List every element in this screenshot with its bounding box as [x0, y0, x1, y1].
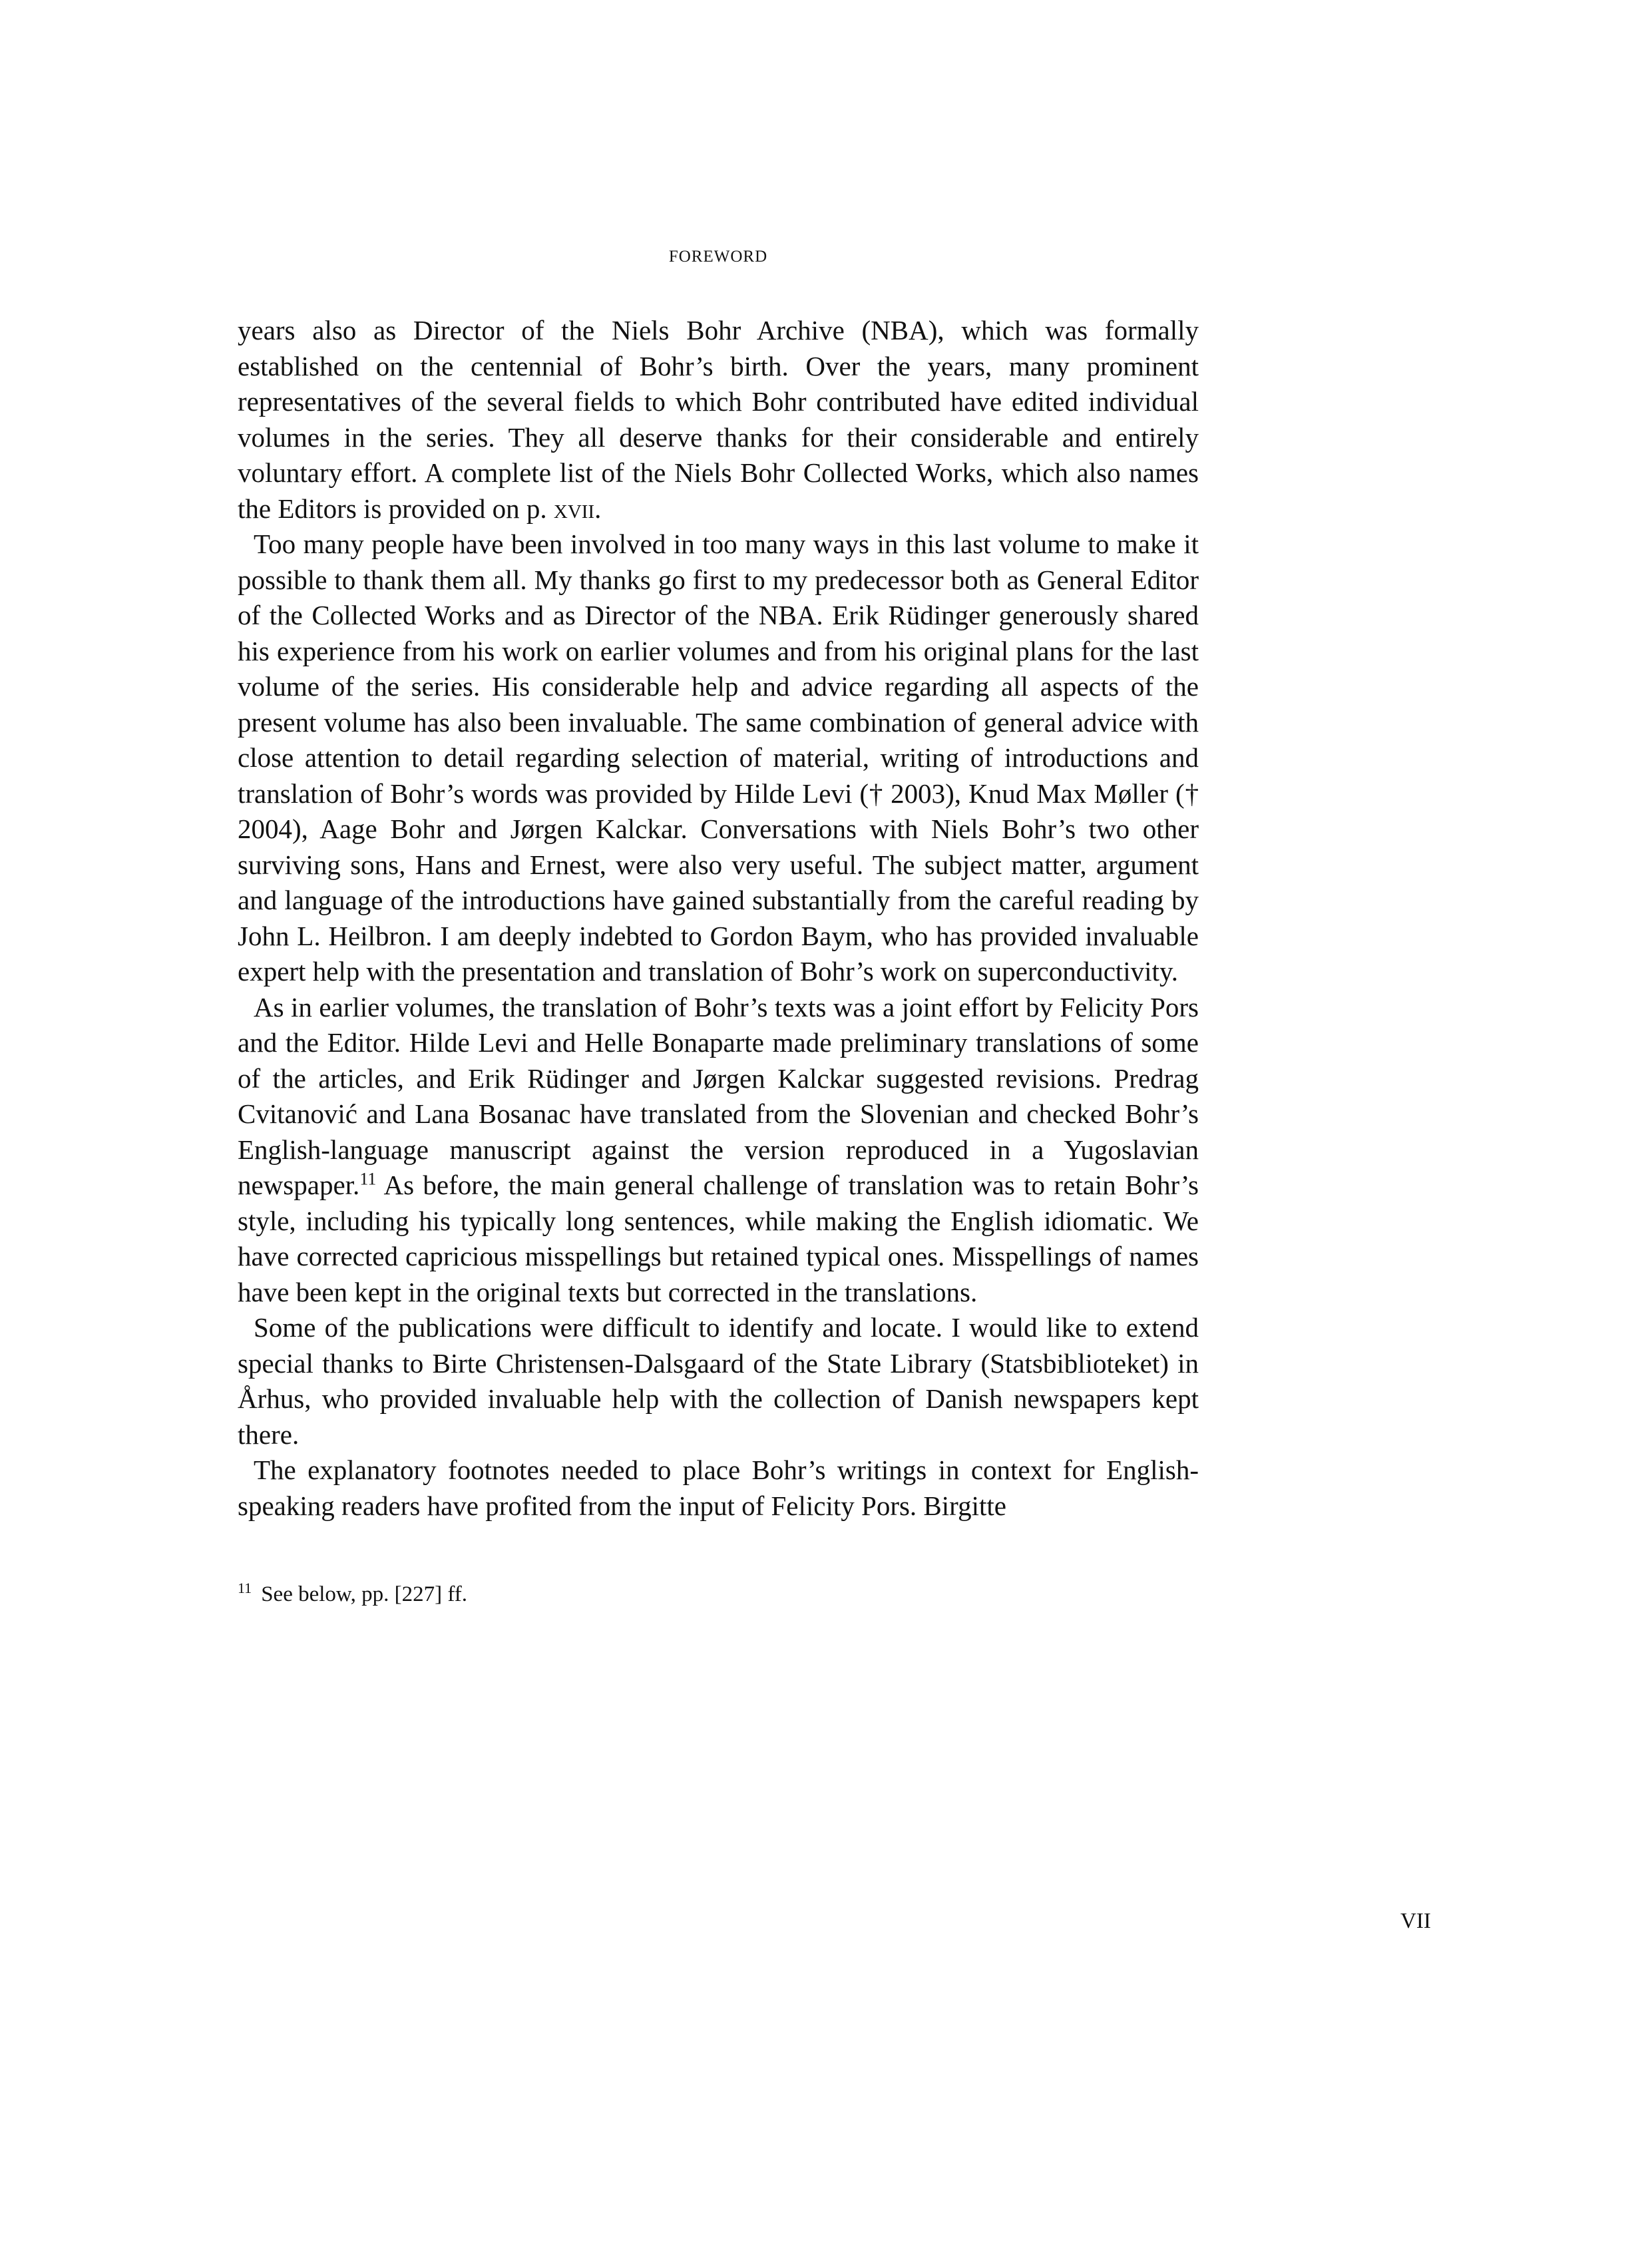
paragraph: [238, 990, 1199, 1311]
paragraph-text: As before, the main general challenge of translation was to retain Bohr’s style, including his typically long sentences, while making the English idiomatic. We have corrected capricious misspellings but retained typical ones. Misspellings of names have been kept in the original texts but corrected in the translations.: [238, 1170, 1199, 1307]
paragraph: Some of the publications were difficult to identify and locate. I would like to extend special thanks to Birte Christensen-Dalsgaard of the State Library (Statsbiblioteket) in Århus, who provided invaluable help with the collection of Danish newspapers kept there.: [238, 1312, 1199, 1450]
paragraph: The explanatory footnotes needed to place Bohr’s writings in context for English-speaking readers have profited from the input of Felicity Pors. Birgitte: [238, 1455, 1199, 1521]
page-number: VII: [1400, 1909, 1431, 1933]
footnote: [238, 1580, 1199, 1608]
footnote-reference: 11: [359, 1169, 377, 1189]
paragraph-text: As in earlier volumes, the translation of Bohr’s texts was a joint effort by Felicity Pors and the Editor. Hilde Levi and Helle Bonaparte made preliminary translations of some of the articles, and Erik Rüdinger and Jørgen Kalckar suggested revisions. Predrag Cvitanović and Lana Bosanac have translated from the Slovenian and checked Bohr’s English-language manuscript against the version reproduced in a Yugoslavian newspaper.: [238, 991, 1199, 1200]
paragraph-text: years also as Director of the Niels Bohr Archive (NBA), which was formally established on the centennial of Bohr’s birth. Over the years, many prominent representatives of the several fields to which Bohr contributed have edited individual volumes in the series. They all deserve thanks for their considerable and entirely voluntary effort. A complete list of the Niels Bohr Collected Works, which also names the Editors is provided on p.: [238, 315, 1199, 524]
body-text: [238, 313, 1199, 1524]
paragraph-text: .: [594, 493, 602, 524]
page-reference: xvii: [553, 493, 595, 524]
paragraph: Too many people have been involved in too many ways in this last volume to make it possible to thank them all. My thanks go first to my predecessor both as General Editor of the Collected Works and as Director of the NBA. Erik Rüdinger generously shared his experience from his work on earlier volumes and from his original plans for the last volume of the series. His considerable help and advice regarding all aspects of the present volume has also been invaluable. The same combination of general advice with close attention to detail regarding selection of material, writing of introductions and translation of Bohr’s words was provided by Hilde Levi († 2003), Knud Max Møller († 2004), Aage Bohr and Jørgen Kalckar. Conversations with Niels Bohr’s two other surviving sons, Hans and Ernest, were also very useful. The subject matter, argument and language of the introductions have gained substantially from the careful reading by John L. Heilbron. I am deeply indebted to Gordon Baym, who has provided invaluable expert help with the presentation and translation of Bohr’s work on superconductivity.: [238, 529, 1199, 987]
running-head: FOREWORD: [668, 248, 768, 266]
footnote-text: See below, pp. [227] ff.: [261, 1582, 467, 1606]
paragraph: [238, 313, 1199, 527]
footnote-number: 11: [238, 1580, 252, 1596]
